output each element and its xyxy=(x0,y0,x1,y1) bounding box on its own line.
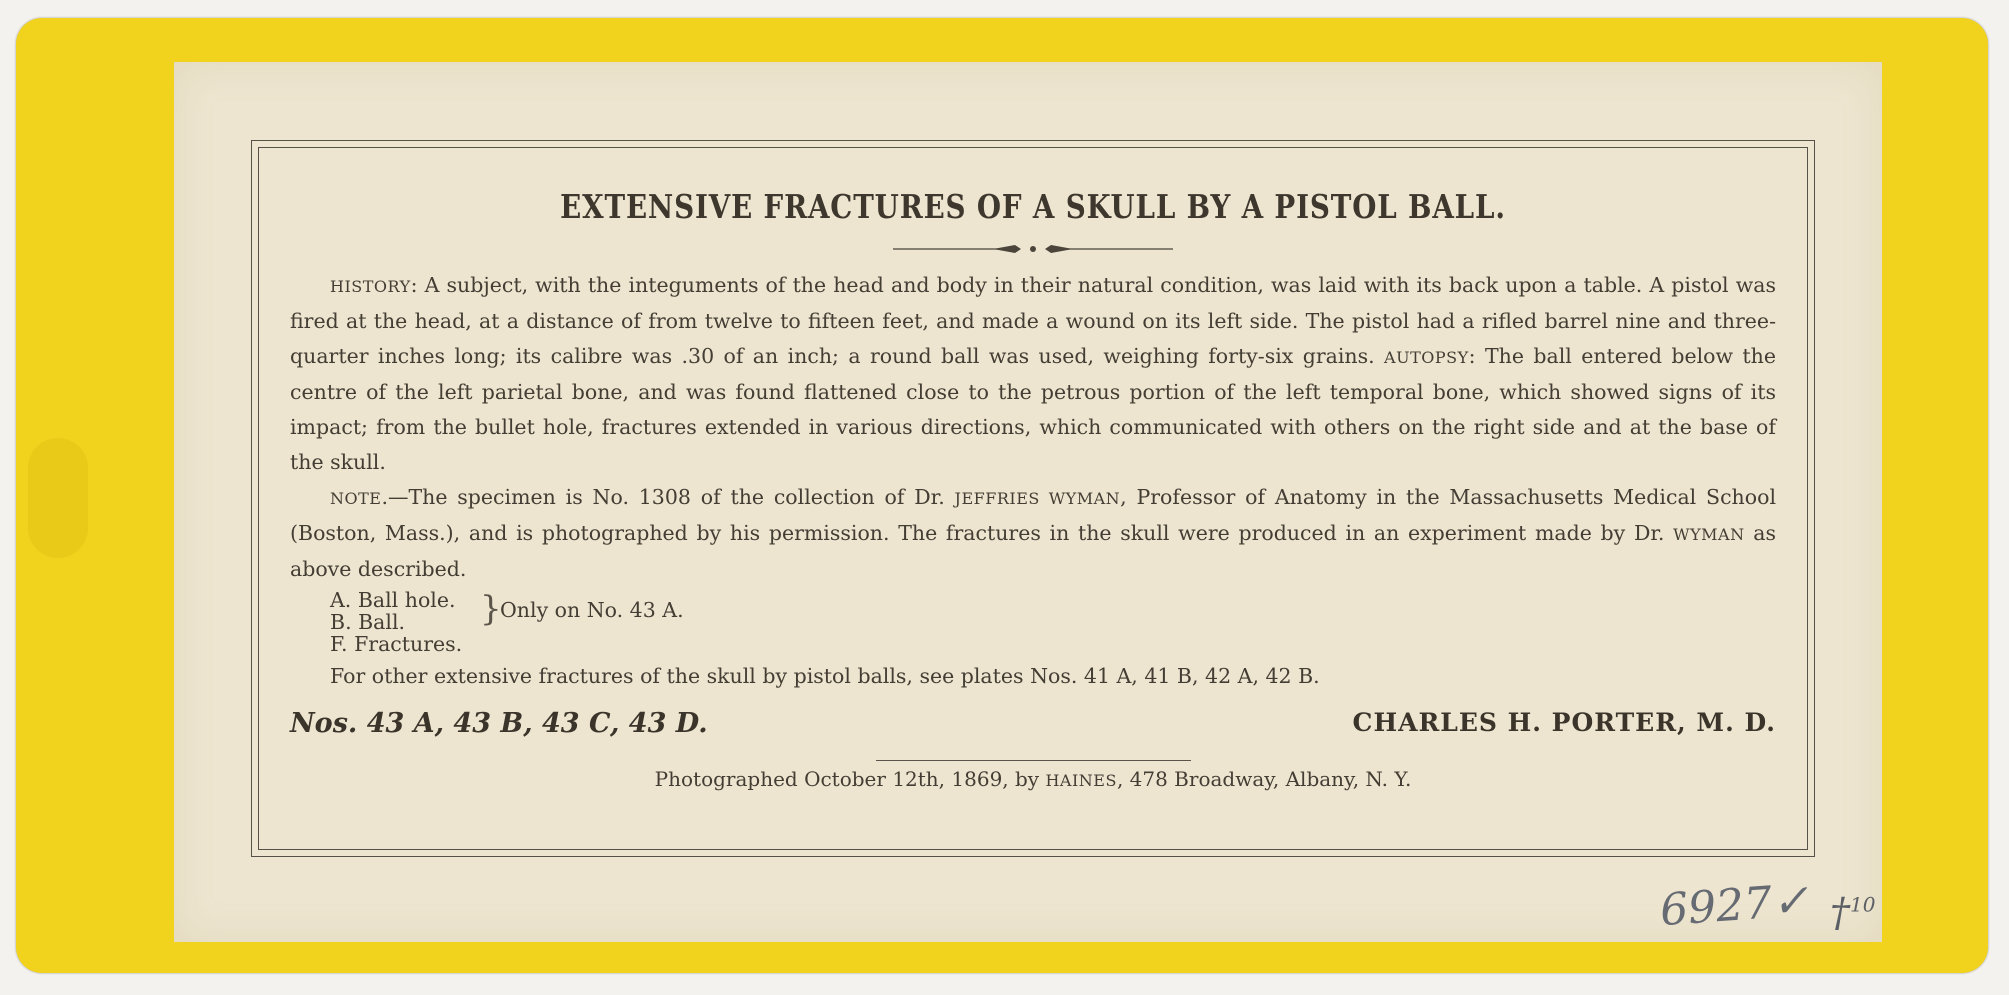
note-person-2: WYMAN xyxy=(1673,525,1745,544)
legend-brace-note: Only on No. 43 A. xyxy=(500,598,684,622)
photo-credit xyxy=(290,767,1776,791)
double-rule-frame xyxy=(251,140,1815,857)
card-title: EXTENSIVE FRACTURES OF A SKULL BY A PISTOL BALL. xyxy=(560,187,1506,226)
legend-item: B. Ball. xyxy=(330,610,406,634)
legend-item: F. Fractures. xyxy=(330,632,463,656)
figure-legend xyxy=(330,589,1776,655)
history-text: : A subject, with the integuments of the head and body in their natural condition, was laid with its back upon a table. A pistol was fired at the head, at a distance of from twelve to fifteen feet, and made a wound on its left side. The pistol had a rifled barrel nine and three-quarter inches long; its calibre was .30 of an inch; a round ball was used, weighing forty-six grains. xyxy=(290,273,1776,368)
author-name: CHARLES H. PORTER, M. D. xyxy=(1352,708,1776,737)
history-heading: HISTORY xyxy=(330,277,411,296)
note-text-before: .—The specimen is No. 1308 of the collection of Dr. xyxy=(381,485,955,509)
credit-before: Photographed October 12th, 1869, by xyxy=(654,767,1046,791)
printed-label xyxy=(174,62,1882,942)
credit-after: , 478 Broadway, Albany, N. Y. xyxy=(1116,767,1412,791)
autopsy-heading: AUTOPSY xyxy=(1384,348,1469,367)
note-paragraph xyxy=(290,480,1776,587)
handwritten-price-main: † xyxy=(1830,890,1850,936)
autopsy-text: : The ball entered below the centre of the left parietal bone, and was found flattened close to the petrous portion of the left temporal bone, which showed signs of its impact; from the bullet hole, fractures extended in various directions, which communicated with others on the right side and at the base of the skull. xyxy=(290,344,1776,474)
plate-numbers: Nos. 43 A, 43 B, 43 C, 43 D. xyxy=(290,708,708,739)
note-text-after: as above described. xyxy=(290,521,1776,581)
ornament-divider-icon xyxy=(893,242,1173,256)
note-heading: NOTE xyxy=(330,489,382,508)
handwritten-price xyxy=(1830,890,1875,936)
note-text-mid: , Professor of Anatomy in the Massachusetts Medical School (Boston, Mass.), and is photographed by his permission. The fractures in the skull were produced in an experiment made by Dr. xyxy=(290,485,1776,545)
brace-icon: } xyxy=(480,589,502,629)
legend-item: A. Ball hole. xyxy=(330,588,456,612)
plate-footer xyxy=(290,708,1776,758)
history-paragraph xyxy=(290,268,1776,480)
handwritten-catalog-number: 6927✓ xyxy=(1658,874,1811,937)
handwritten-price-sup: 10 xyxy=(1850,892,1876,917)
credit-name: HAINES xyxy=(1045,771,1117,790)
note-person: JEFFRIES WYMAN xyxy=(954,489,1121,508)
label-content xyxy=(290,187,1776,836)
credit-rule xyxy=(876,760,1191,761)
see-also-text: For other extensive fractures of the skull by pistol balls, see plates Nos. 41 A, 41 B, 42 A, 42 B. xyxy=(330,664,1320,688)
